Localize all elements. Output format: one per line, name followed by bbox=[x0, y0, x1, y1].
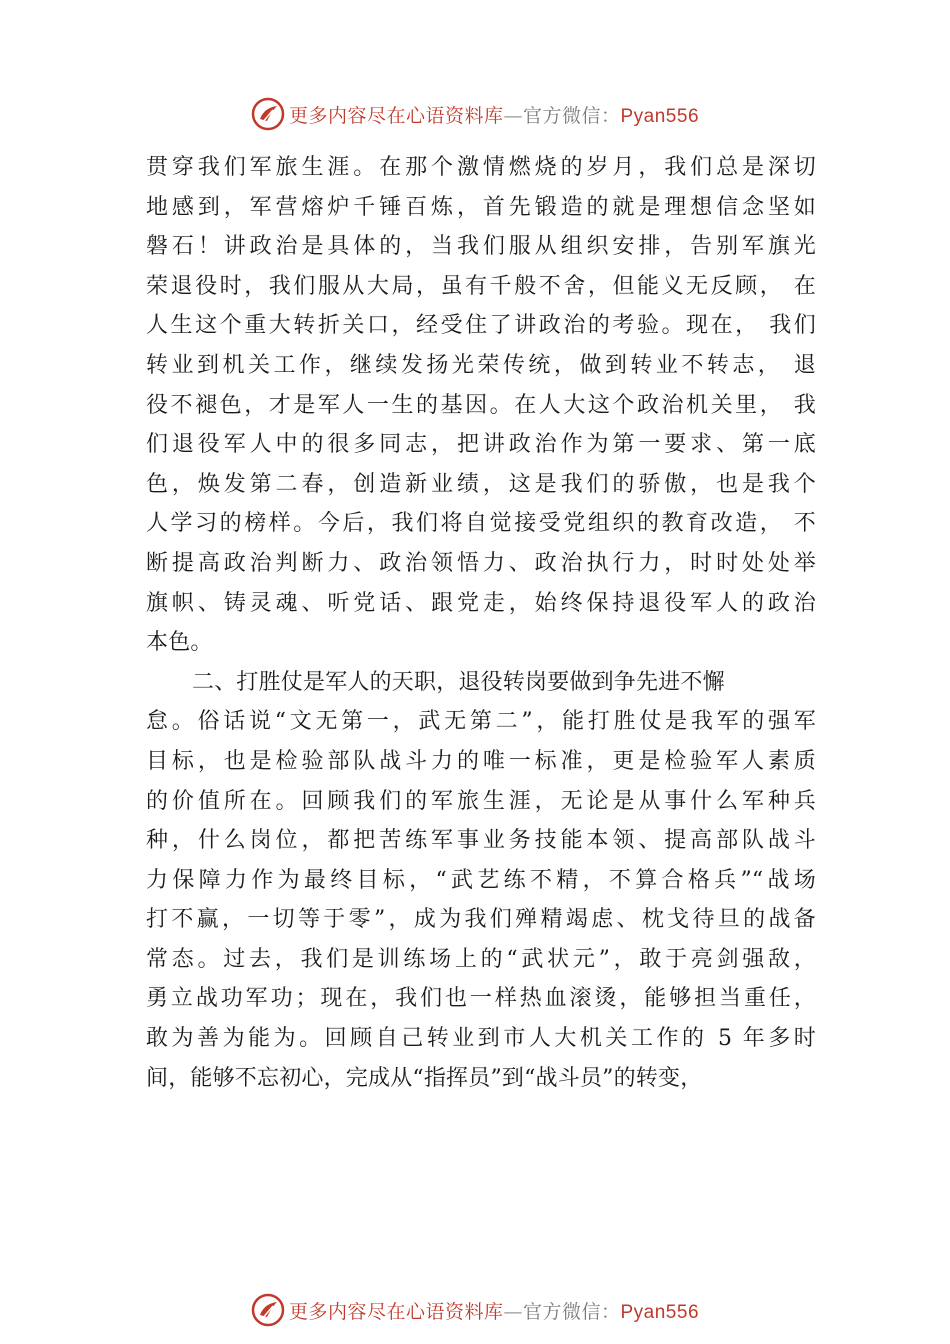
header-dash: — bbox=[503, 104, 523, 127]
text-line: 人生这个重大转折关口，经受住了讲政治的考验。现在， 我们 bbox=[146, 313, 816, 339]
footer-label: 官方微信： bbox=[522, 1300, 621, 1323]
text-line: 旗帜、铸灵魂、听党话、跟党走，始终保持退役军人的政治 bbox=[146, 590, 816, 616]
footer-brand: 更多内容尽在心语资料库 bbox=[288, 1300, 504, 1323]
text-line: 敢为善为能为。回顾自己转业到市人大机关工作的 5 年多时 bbox=[146, 1026, 816, 1052]
text-line: 打不赢，一切等于零”，成为我们殚精竭虑、枕戈待旦的战备 bbox=[146, 907, 816, 933]
header-banner bbox=[0, 94, 950, 134]
header-brand: 更多内容尽在心语资料库 bbox=[288, 104, 504, 127]
text-line: 转业到机关工作，继续发扬光荣传统，做到转业不转志， 退 bbox=[146, 352, 816, 378]
text-line: 贯穿我们军旅生涯。在那个激情燃烧的岁月，我们总是深切 bbox=[146, 155, 816, 180]
text-line: 常态。过去，我们是训练场上的“武状元”，敢于亮剑强敌， bbox=[146, 946, 816, 972]
footer-text bbox=[289, 1297, 699, 1324]
text-line: 地感到，军营熔炉千锤百炼，首先锻造的就是理想信念坚如 bbox=[146, 194, 816, 220]
text-line: 荣退役时，我们服从大局，虽有千般不舍，但能义无反顾， 在 bbox=[146, 273, 816, 299]
text-line: 役不褪色，才是军人一生的基因。在人大这个政治机关里， 我 bbox=[146, 392, 816, 418]
text-line: 人学习的榜样。今后，我们将自觉接受党组织的教育改造， 不 bbox=[146, 511, 816, 537]
text-line: 的价值所在。回顾我们的军旅生涯，无论是从事什么军种兵 bbox=[146, 788, 816, 814]
header-text bbox=[289, 101, 699, 128]
text-line: 们退役军人中的很多同志，把讲政治作为第一要求、第一底 bbox=[146, 432, 816, 458]
footer-dash: — bbox=[503, 1300, 523, 1323]
header-label: 官方微信： bbox=[522, 104, 621, 127]
text-line: 色，焕发第二春，创造新业绩，这是我们的骄傲，也是我个 bbox=[146, 471, 816, 497]
brand-logo-icon bbox=[251, 1293, 285, 1327]
text-line: 目标，也是检验部队战斗力的唯一标准，更是检验军人素质 bbox=[146, 748, 816, 774]
text-line: 间，能够不忘初心，完成从“指挥员”到“战斗员”的转变， bbox=[146, 1065, 703, 1091]
footer-banner bbox=[0, 1290, 950, 1330]
text-line: 断提高政治判断力、政治领悟力、政治执行力，时时处处举 bbox=[146, 550, 816, 576]
text-line: 磐石！讲政治是具体的，当我们服从组织安排，告别军旗光 bbox=[146, 234, 816, 260]
text-line: 种，什么岗位，都把苦练军事业务技能本领、提高部队战斗 bbox=[146, 828, 816, 854]
text-line: 本色。 bbox=[146, 630, 213, 656]
document-body bbox=[146, 148, 816, 1098]
text-line: 勇立战功军功；现在，我们也一样热血滚烫，能够担当重任， bbox=[146, 986, 816, 1012]
text-line: 怠。俗话说“文无第一，武无第二”，能打胜仗是我军的强军 bbox=[146, 709, 816, 735]
brand-logo-icon bbox=[251, 97, 285, 131]
header-wechat-id: Pyan556 bbox=[620, 105, 700, 127]
footer-wechat-id: Pyan556 bbox=[620, 1301, 700, 1323]
section-heading: 二、打胜仗是军人的天职，退役转岗要做到争先进不懈 bbox=[192, 669, 725, 695]
text-line: 力保障力作为最终目标，“武艺练不精，不算合格兵”“战场 bbox=[146, 867, 816, 893]
